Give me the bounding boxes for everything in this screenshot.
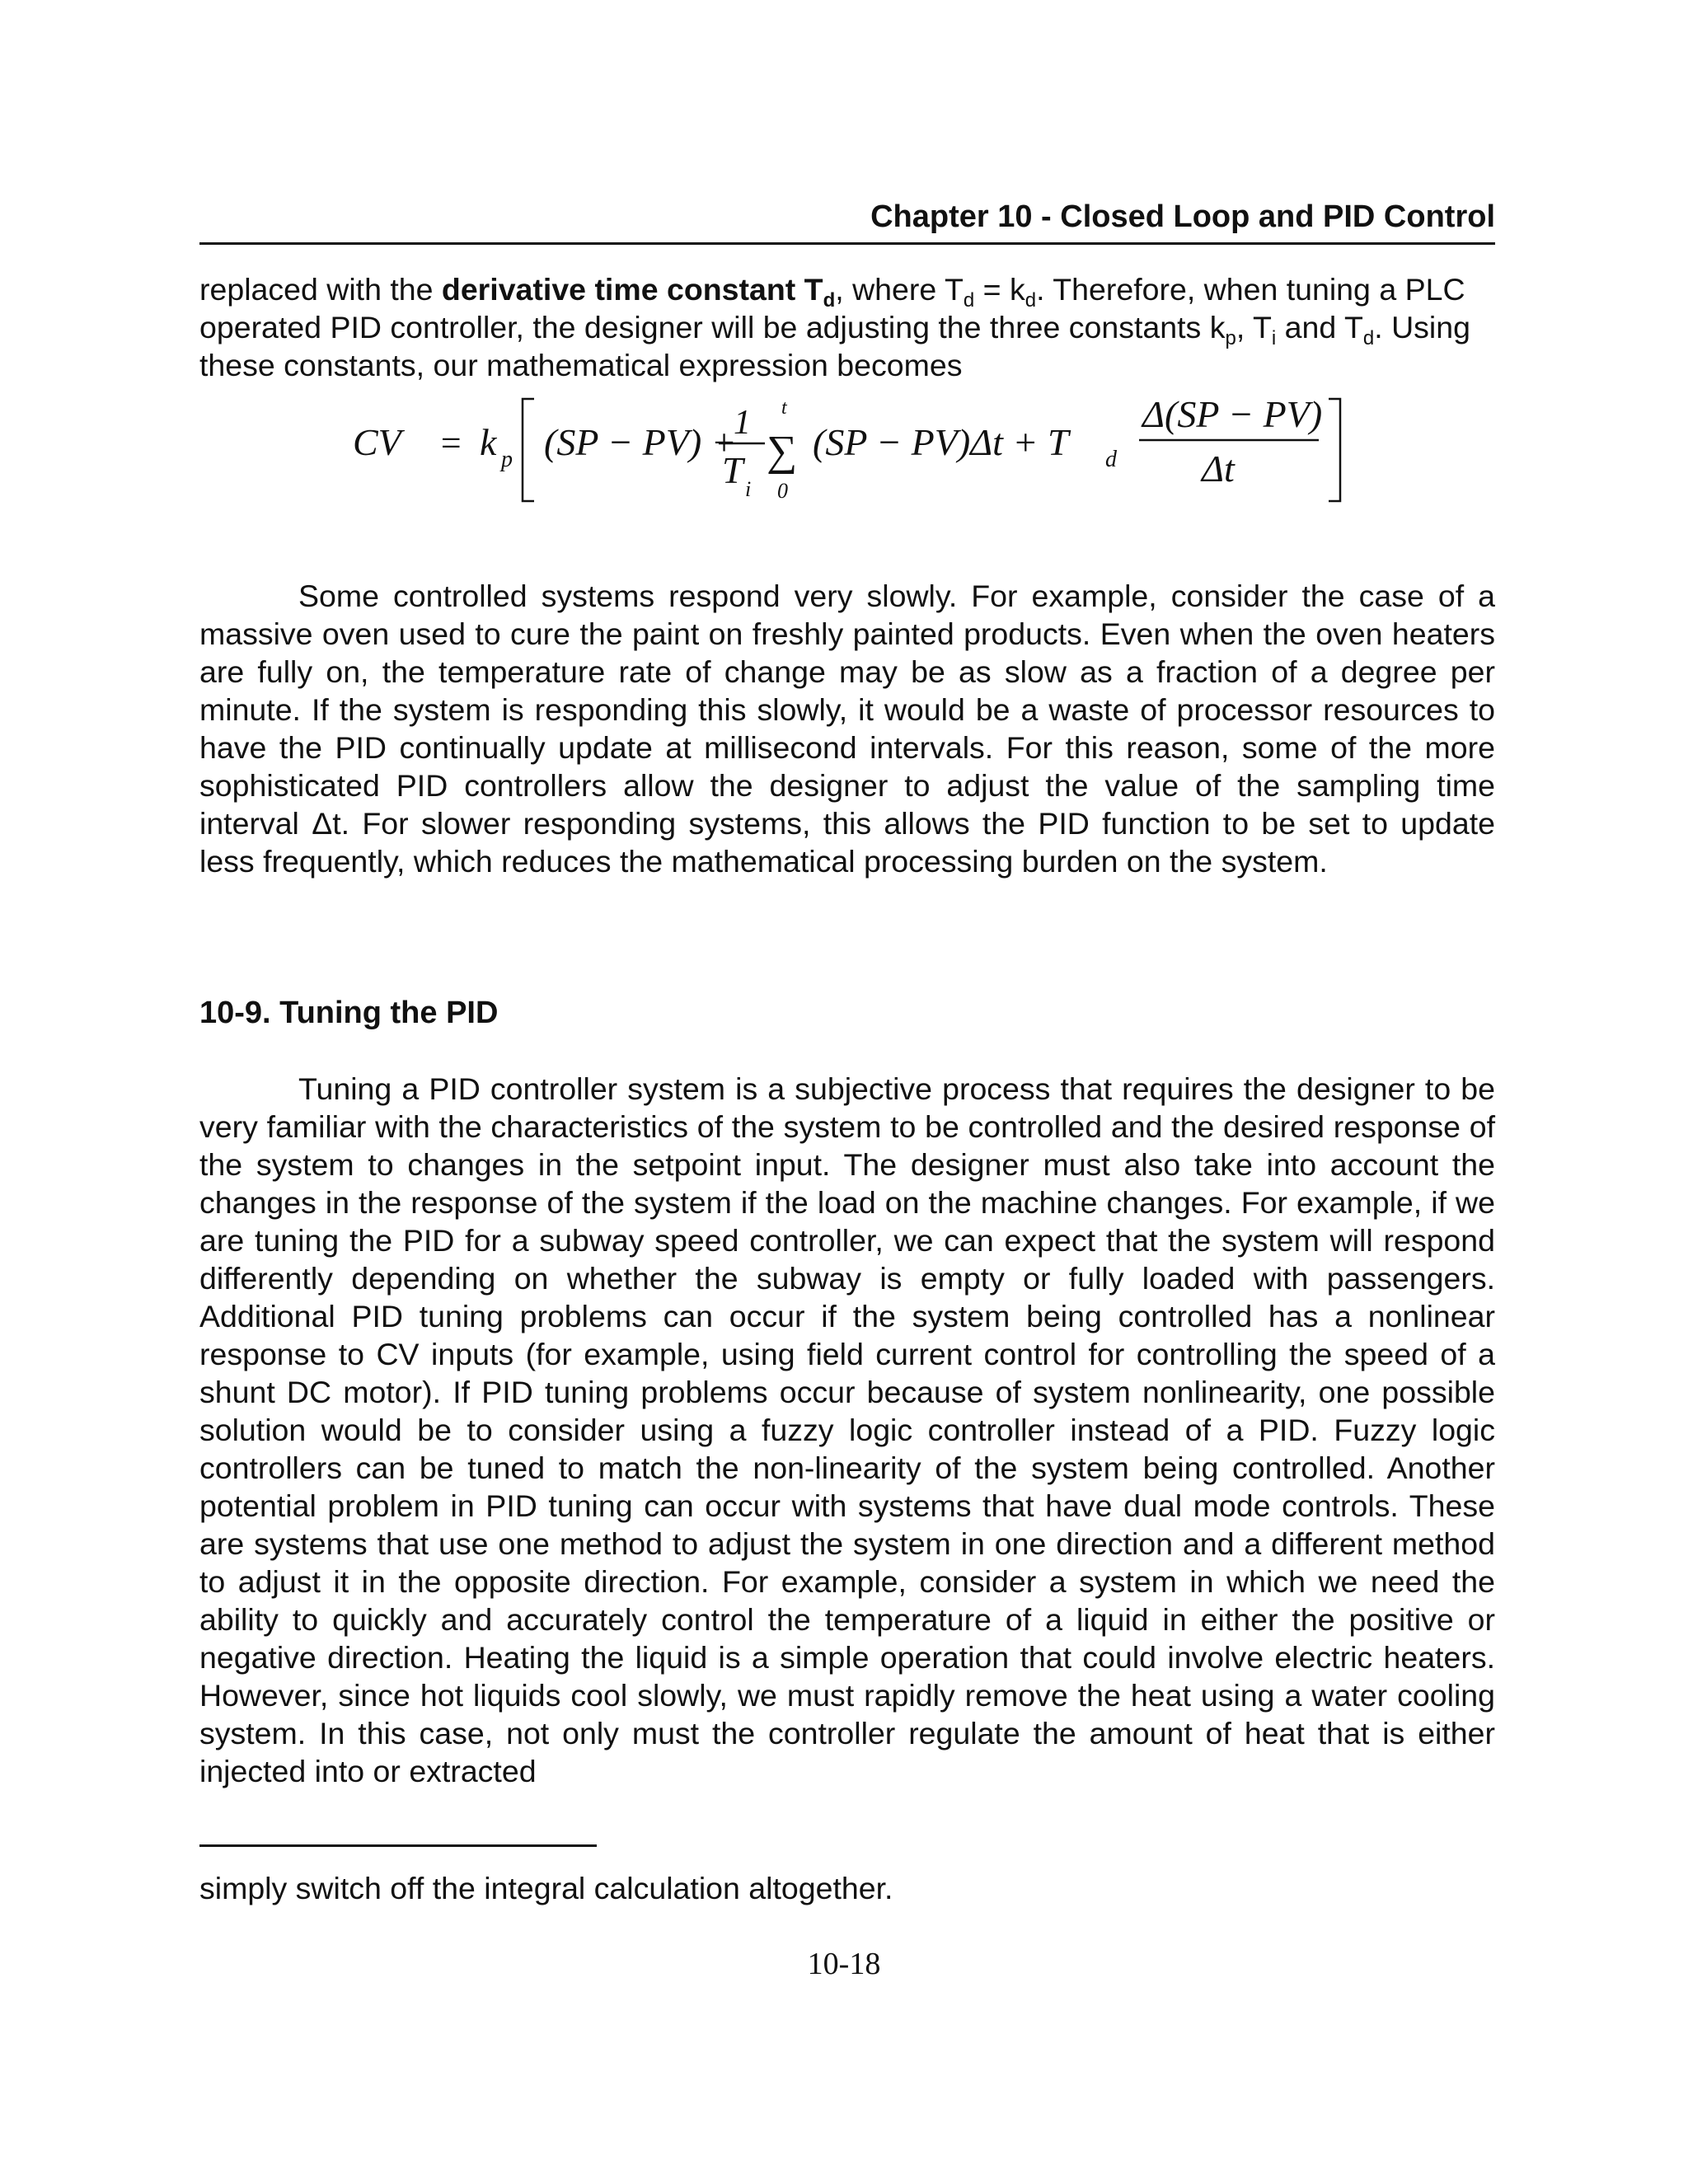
eq-kp-sub: p (501, 447, 513, 472)
intro-text: replaced with the (199, 272, 442, 307)
equation-graphic (338, 392, 1368, 521)
term-label: derivative time constant T (441, 272, 823, 307)
intro-text: . Therefore, when tuning a PLC operated PID controller, the designer will be adjusting the three constants k (199, 272, 1465, 344)
section-heading: 10-9. Tuning the PID (199, 996, 499, 1030)
eq-term1: (SP − PV) + (544, 421, 737, 463)
subscript: i (1271, 327, 1277, 349)
footnote-divider (199, 1844, 597, 1847)
left-bracket (523, 399, 534, 501)
intro-text: = k (974, 272, 1025, 307)
eq-frac-den: Δt (1202, 448, 1235, 490)
eq-cv: CV (353, 421, 401, 463)
subscript: d (1362, 327, 1375, 349)
subscript: d (963, 289, 975, 312)
intro-text: , T (1236, 310, 1272, 344)
pid-equation (338, 392, 1368, 521)
eq-ti-sub: i (745, 477, 752, 501)
running-header (199, 198, 1495, 245)
intro-paragraph (199, 270, 1495, 384)
derivative-time-constant-term (441, 272, 836, 312)
chapter-title: Chapter 10 - Closed Loop and PID Control (870, 199, 1495, 234)
eq-kp: k (480, 421, 497, 463)
eq-td-sub: d (1105, 447, 1117, 472)
eq-one: 1 (734, 404, 751, 442)
eq-ti: T (722, 449, 743, 491)
page-number: 10-18 (807, 1947, 881, 1981)
eq-term2: (SP − PV)Δt + T (813, 421, 1069, 463)
footnote-text: simply switch off the integral calculation altogether. (199, 1871, 893, 1905)
eq-equals: = (438, 423, 463, 463)
intro-text: , where T (835, 272, 964, 307)
right-bracket (1329, 399, 1340, 501)
eq-sum-top: t (781, 397, 787, 419)
paragraph-tuning: Tuning a PID controller system is a subjective process that requires the designer to be very familiar with the characteristics of the system to be controlled and the desired response of the system to changes in the setpoint input. The designer must also take into account the changes in the response of the system if the load on the machine changes. For example, if we are tuning the PID for a subway speed controller, we can expect that the system will respond differently depending on whether the subway is empty or fully loaded with passengers. Additional PID tuning problems can occur if the system being controlled has a nonlinear response to CV inputs (for example, using field current control for controlling the speed of a shunt DC motor). If PID tuning problems occur because of system nonlinearity, one possible solution would be to consider using a fuzzy logic controller instead of a PID. Fuzzy logic controllers can be tuned to match the non-linearity of the system being controlled. Another potential problem in PID tuning can occur with systems that have dual mode controls. These are systems that use one method to adjust the system in one direction and a different method to adjust it in the opposite direction. For example, consider a system in which we need the ability to quickly and accurately control the temperature of a liquid in either the positive or negative direction. Heating the liquid is a simple operation that could involve electric heaters. However, since hot liquids cool slowly, we must rapidly remove the heat using a water cooling system. In this case, not only must the controller regulate the amount of heat that is either injected into or extracted (199, 1071, 1495, 1788)
eq-sigma: ∑ (767, 428, 798, 475)
paragraph-sampling-interval: Some controlled systems respond very slowly. For example, consider the case of a massive oven used to cure the paint on freshly painted products. Even when the oven heaters are fully on, the temperature rate of change may be as slow as a fraction of a degree per minute. If the system is responding this slowly, it would be a waste of processor resources to have the PID continually update at millisecond intervals. For this reason, some of the more sophisticated PID controllers allow the designer to adjust the value of the sampling time interval Δt. For slower responding systems, this allows the PID function to be set to update less frequently, which reduces the mathematical processing burden on the system. (199, 579, 1495, 879)
subscript: d (1025, 289, 1037, 312)
eq-frac-num: Δ(SP − PV) (1142, 393, 1323, 435)
subscript: p (1225, 327, 1236, 349)
intro-text: and T (1276, 310, 1363, 344)
intro-text: . Using these constants, our mathematical expression becomes (199, 310, 1470, 382)
subscript: d (823, 289, 836, 312)
eq-sum-bottom: 0 (777, 479, 788, 503)
